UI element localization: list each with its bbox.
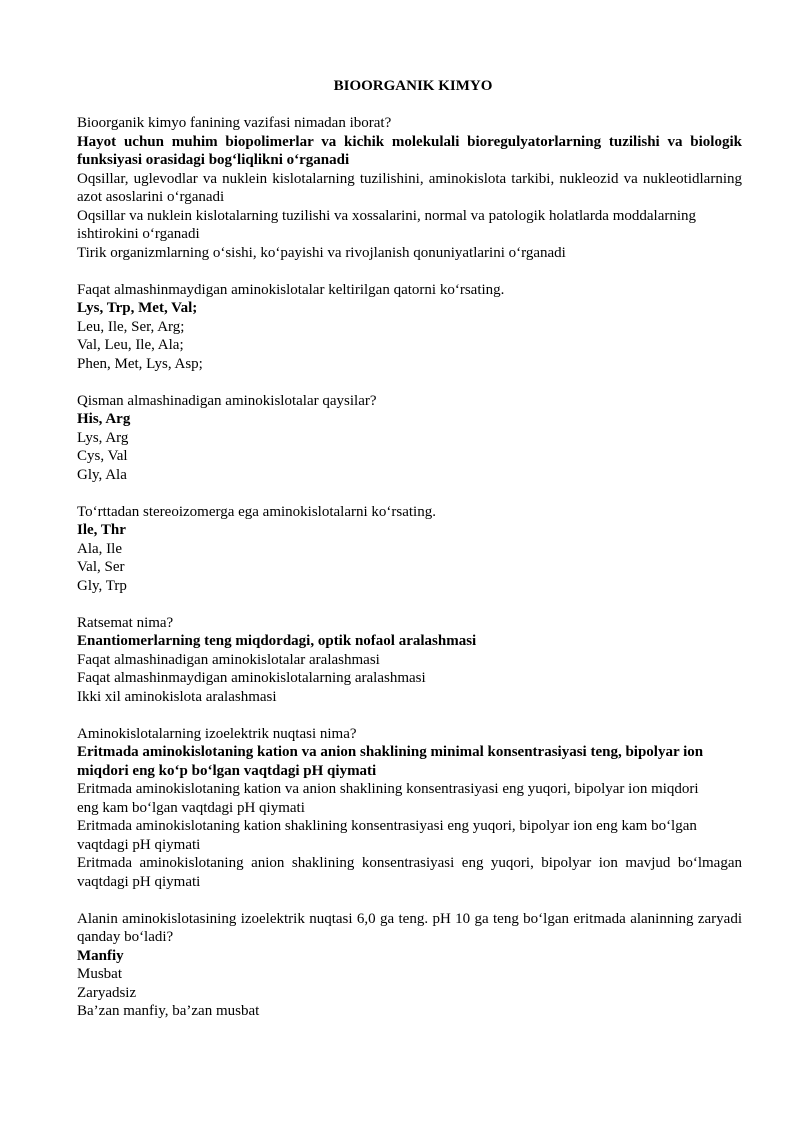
answer-option: Gly, Trp [77,577,127,594]
answer-option: Leu, Ile, Ser, Arg; [77,318,185,335]
question-text: Ratsemat nima? [77,614,174,631]
correct-answer: Hayot uchun muhim biopolimerlar va kichik molekulali bioregulyatorlarning tuzilishi va biologik funksiyasi orasidagi bog‘liqlikni o‘rganadi [77,133,742,168]
answer-option: Zaryadsiz [77,984,137,1001]
question-text: Qisman almashinadigan aminokislotalar qaysilar? [77,392,377,409]
answer-option: Faqat almashinmaydigan aminokislotalarning aralashmasi [77,670,426,686]
answer-option: Musbat [77,966,122,982]
answer-option: Lys, Arg [77,429,129,446]
question-block-3 [77,392,742,485]
answer-option: Eritmada aminokislotaning anion shaklining konsentrasiyasi eng yuqori, bipolyar ion mavjud bo‘lmagan vaqtdagi pH qiymati [77,855,742,890]
question-text: To‘rttadan stereoizomerga ega aminokislotalarni ko‘rsating. [77,503,436,520]
question-block-4 [77,503,742,596]
answer-option: Ala, Ile [77,540,122,557]
answer-option: Ikki xil aminokislota aralashmasi [77,688,277,705]
correct-answer: Ile, Thr [77,522,126,538]
answer-option: Gly, Ala [77,466,127,483]
answer-option: Phen, Met, Lys, Asp; [77,355,203,372]
question-block-1 [77,114,742,262]
answer-option: Val, Leu, Ile, Ala; [77,337,184,353]
document-title: BIOORGANIK KIMYO [333,78,493,94]
correct-answer: Eritmada aminokislotaning kation va anion shaklining minimal konsentrasiyasi teng, bipolyar ion miqdori eng ko‘p bo‘lgan vaqtdagi pH qiymati [77,744,704,779]
answer-option: Ba’zan manfiy, ba’zan musbat [77,1003,260,1019]
answer-option: Val, Ser [77,559,125,575]
question-text: Faqat almashinmaydigan aminokislotalar keltirilgan qatorni ko‘rsating. [77,281,505,298]
answer-option: Cys, Val [77,448,128,464]
question-block-2 [77,281,742,374]
question-block-6 [77,725,742,892]
correct-answer: His, Arg [77,411,131,427]
answer-option: Oqsillar va nuklein kislotalarning tuzilishi va xossalarini, normal va patologik holatlarda moddalarning ishtirokini o‘rganadi [77,207,697,242]
answer-option: Eritmada aminokislotaning kation shaklining konsentrasiyasi eng yuqori, bipolyar ion eng kam bo‘lgan vaqtdagi pH qiymati [77,818,697,853]
answer-option: Faqat almashinadigan aminokislotalar aralashmasi [77,651,380,668]
correct-answer: Manfiy [77,947,124,964]
question-text: Bioorganik kimyo fanining vazifasi nimadan iborat? [77,115,392,131]
answer-option: Tirik organizmlarning o‘sishi, ko‘payishi va rivojlanish qonuniyatlarini o‘rganadi [77,244,566,261]
correct-answer: Lys, Trp, Met, Val; [77,300,198,316]
answer-option: Eritmada aminokislotaning kation va anion shaklining konsentrasiyasi eng yuqori, bipolyar ion miqdori eng kam bo‘lgan vaqtdagi pH qiymati [77,781,699,816]
correct-answer: Enantiomerlarning teng miqdordagi, optik nofaol aralashmasi [77,633,477,649]
question-text: Alanin aminokislotasining izoelektrik nuqtasi 6,0 ga teng. pH 10 ga teng bo‘lgan eritmada alaninning zaryadi qanday bo‘ladi? [77,910,742,945]
question-text: Aminokislotalarning izoelektrik nuqtasi nima? [77,725,357,742]
question-block-7 [77,910,742,1021]
question-block-5 [77,614,742,707]
answer-option: Oqsillar, uglevodlar va nuklein kislotalarning tuzilishini, aminokislota tarkibi, nukleozid va nukleotidlarning azot asoslarini o‘rganadi [77,170,742,205]
